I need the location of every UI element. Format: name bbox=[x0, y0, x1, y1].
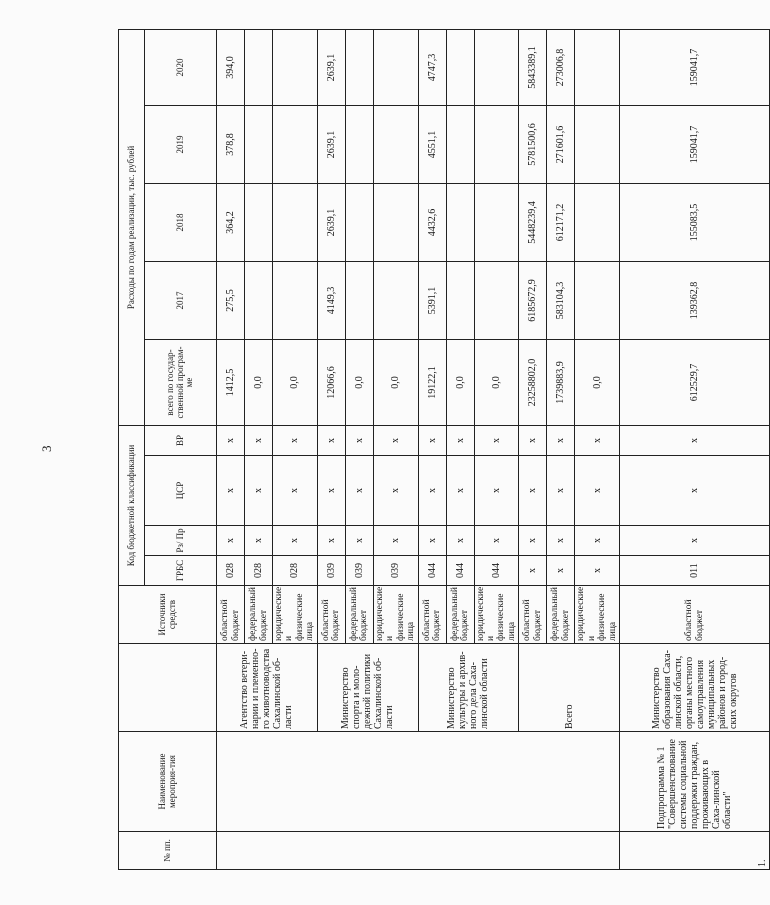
grbs-cell: 039 bbox=[345, 556, 373, 586]
header-expenses: Расходы по годам реализации, тыс. рублей bbox=[119, 29, 145, 425]
y2017-cell: 275,5 bbox=[217, 261, 245, 339]
csr-cell: х bbox=[245, 456, 273, 526]
source-cell: областной бюджет bbox=[317, 586, 345, 644]
y2017-cell bbox=[446, 261, 474, 339]
y2017-cell: 6185672,9 bbox=[519, 261, 547, 339]
vr-cell: х bbox=[418, 425, 446, 455]
grbs-cell: 044 bbox=[474, 556, 519, 586]
header-row-1 bbox=[119, 29, 145, 869]
y2017-cell bbox=[245, 261, 273, 339]
csr-cell: х bbox=[345, 456, 373, 526]
grbs-cell: х bbox=[547, 556, 575, 586]
total-cell: 0,0 bbox=[575, 339, 620, 425]
rzpr-cell: х bbox=[245, 526, 273, 556]
source-cell: юридические и физические лица bbox=[373, 586, 418, 644]
csr-cell: х bbox=[217, 456, 245, 526]
y2020-cell bbox=[575, 29, 620, 105]
y2019-cell: 2639,1 bbox=[317, 105, 345, 183]
table-row bbox=[217, 29, 245, 869]
csr-cell: х bbox=[446, 456, 474, 526]
rzpr-cell: х bbox=[418, 526, 446, 556]
csr-cell: х bbox=[519, 456, 547, 526]
header-num: № пп. bbox=[119, 832, 217, 870]
y2018-cell bbox=[575, 183, 620, 261]
total-cell: 19122,1 bbox=[418, 339, 446, 425]
y2019-cell: 5781500,6 bbox=[519, 105, 547, 183]
total-cell: 0,0 bbox=[345, 339, 373, 425]
csr-cell: х bbox=[575, 456, 620, 526]
total-cell: 0,0 bbox=[273, 339, 318, 425]
source-cell: областной бюджет bbox=[519, 586, 547, 644]
y2018-cell bbox=[373, 183, 418, 261]
source-cell: юридические и физические лица bbox=[474, 586, 519, 644]
y2019-cell: 378,8 bbox=[217, 105, 245, 183]
y2017-cell bbox=[273, 261, 318, 339]
header-budget-code: Код бюджетной классификации bbox=[119, 425, 145, 585]
executor-ministry-sport: Министерство спорта и моло-дежной политики Сахалинской об-ласти bbox=[317, 644, 418, 732]
y2017-cell: 583104,3 bbox=[547, 261, 575, 339]
vr-cell: х bbox=[474, 425, 519, 455]
grbs-cell: 044 bbox=[446, 556, 474, 586]
rzpr-cell: х bbox=[519, 526, 547, 556]
table-row bbox=[620, 29, 770, 869]
y2020-cell bbox=[474, 29, 519, 105]
csr-cell: х bbox=[317, 456, 345, 526]
rzpr-cell: х bbox=[620, 526, 770, 556]
y2019-cell: 159041,7 bbox=[620, 105, 770, 183]
y2018-cell: 4432,6 bbox=[418, 183, 446, 261]
vr-cell: х bbox=[446, 425, 474, 455]
y2017-cell: 139362,8 bbox=[620, 261, 770, 339]
header-2017: 2017 bbox=[145, 261, 217, 339]
y2019-cell bbox=[446, 105, 474, 183]
y2018-cell: 2639,1 bbox=[317, 183, 345, 261]
y2018-cell: 612171,2 bbox=[547, 183, 575, 261]
y2018-cell bbox=[245, 183, 273, 261]
vr-cell: х bbox=[519, 425, 547, 455]
page-number: 3 bbox=[39, 445, 54, 452]
y2020-cell: 273006,8 bbox=[547, 29, 575, 105]
y2020-cell bbox=[273, 29, 318, 105]
source-cell: областной бюджет bbox=[620, 586, 770, 644]
y2018-cell bbox=[474, 183, 519, 261]
rzpr-cell: х bbox=[217, 526, 245, 556]
y2018-cell bbox=[273, 183, 318, 261]
y2019-cell bbox=[245, 105, 273, 183]
header-total: всего по государ-ственной програм-ме bbox=[145, 339, 217, 425]
csr-cell: х bbox=[373, 456, 418, 526]
y2018-cell: 5448239,4 bbox=[519, 183, 547, 261]
rzpr-cell: х bbox=[547, 526, 575, 556]
num-cell-empty bbox=[217, 832, 620, 870]
rzpr-cell: х bbox=[446, 526, 474, 556]
source-cell: областной бюджет bbox=[418, 586, 446, 644]
total-cell: 23258802,0 bbox=[519, 339, 547, 425]
grbs-cell: 028 bbox=[273, 556, 318, 586]
y2020-cell bbox=[446, 29, 474, 105]
budget-table bbox=[118, 29, 770, 870]
csr-cell: х bbox=[547, 456, 575, 526]
y2019-cell: 4551,1 bbox=[418, 105, 446, 183]
y2020-cell bbox=[373, 29, 418, 105]
csr-cell: х bbox=[620, 456, 770, 526]
grbs-cell: 028 bbox=[217, 556, 245, 586]
total-cell: 0,0 bbox=[373, 339, 418, 425]
source-cell: федеральный бюджет bbox=[245, 586, 273, 644]
header-source: Источники средств bbox=[119, 586, 217, 644]
executor-ministry-culture: Министерство культуры и архив-ного дела Саха-линской области bbox=[418, 644, 519, 732]
rzpr-cell: х bbox=[575, 526, 620, 556]
grbs-cell: х bbox=[575, 556, 620, 586]
source-cell: федеральный бюджет bbox=[547, 586, 575, 644]
grbs-cell: 028 bbox=[245, 556, 273, 586]
source-cell: федеральный бюджет bbox=[345, 586, 373, 644]
total-cell: 0,0 bbox=[446, 339, 474, 425]
y2019-cell: 271601,6 bbox=[547, 105, 575, 183]
vr-cell: х bbox=[620, 425, 770, 455]
executor-ministry-edu: Министерство образования Саха-линской области, органы местного самоуправления муниципальных районов и город-ских округов bbox=[620, 644, 770, 732]
total-cell: 1739883,9 bbox=[547, 339, 575, 425]
grbs-cell: х bbox=[519, 556, 547, 586]
y2019-cell bbox=[575, 105, 620, 183]
rotated-page bbox=[118, 30, 768, 870]
vr-cell: х bbox=[245, 425, 273, 455]
y2017-cell bbox=[373, 261, 418, 339]
total-cell: 12066,6 bbox=[317, 339, 345, 425]
header-2018: 2018 bbox=[145, 183, 217, 261]
header-rzpr: Рз/ Пр bbox=[145, 526, 217, 556]
header-name: Наименование мероприя-тия bbox=[119, 732, 217, 832]
grbs-cell: 039 bbox=[317, 556, 345, 586]
header-grbs: ГРБС bbox=[145, 556, 217, 586]
source-cell: юридические и физические лица bbox=[575, 586, 620, 644]
csr-cell: х bbox=[418, 456, 446, 526]
header-2019: 2019 bbox=[145, 105, 217, 183]
rzpr-cell: х bbox=[373, 526, 418, 556]
subprogram-num: 1. bbox=[620, 832, 770, 870]
vr-cell: х bbox=[217, 425, 245, 455]
source-cell: федеральный бюджет bbox=[446, 586, 474, 644]
y2017-cell bbox=[575, 261, 620, 339]
header-vr: ВР bbox=[145, 425, 217, 455]
y2020-cell: 4747,3 bbox=[418, 29, 446, 105]
executor-total: Всего bbox=[519, 644, 620, 732]
name-cell-empty bbox=[217, 732, 620, 832]
rzpr-cell: х bbox=[273, 526, 318, 556]
vr-cell: х bbox=[575, 425, 620, 455]
y2017-cell bbox=[474, 261, 519, 339]
grbs-cell: 039 bbox=[373, 556, 418, 586]
y2018-cell bbox=[446, 183, 474, 261]
total-cell: 0,0 bbox=[245, 339, 273, 425]
vr-cell: х bbox=[547, 425, 575, 455]
vr-cell: х bbox=[273, 425, 318, 455]
header-csr: ЦСР bbox=[145, 456, 217, 526]
header-2020: 2020 bbox=[145, 29, 217, 105]
y2018-cell bbox=[345, 183, 373, 261]
grbs-cell: 044 bbox=[418, 556, 446, 586]
rzpr-cell: х bbox=[474, 526, 519, 556]
y2020-cell: 2639,1 bbox=[317, 29, 345, 105]
y2019-cell bbox=[373, 105, 418, 183]
y2017-cell: 5391,1 bbox=[418, 261, 446, 339]
y2019-cell bbox=[273, 105, 318, 183]
grbs-cell: 011 bbox=[620, 556, 770, 586]
vr-cell: х bbox=[345, 425, 373, 455]
y2017-cell: 4149,3 bbox=[317, 261, 345, 339]
y2018-cell: 155083,5 bbox=[620, 183, 770, 261]
y2019-cell bbox=[345, 105, 373, 183]
y2020-cell: 5843389,1 bbox=[519, 29, 547, 105]
y2020-cell bbox=[245, 29, 273, 105]
total-cell: 0,0 bbox=[474, 339, 519, 425]
total-cell: 1412,5 bbox=[217, 339, 245, 425]
rzpr-cell: х bbox=[345, 526, 373, 556]
y2020-cell bbox=[345, 29, 373, 105]
csr-cell: х bbox=[474, 456, 519, 526]
subprogram-name: Подпрограмма № 1 "Совершенствование системы социальной поддержки граждан, проживающих в Саха-линской области" bbox=[620, 732, 770, 832]
rzpr-cell: х bbox=[317, 526, 345, 556]
source-cell: юридические и физические лица bbox=[273, 586, 318, 644]
total-cell: 612529,7 bbox=[620, 339, 770, 425]
y2017-cell bbox=[345, 261, 373, 339]
y2020-cell: 159041,7 bbox=[620, 29, 770, 105]
vr-cell: х bbox=[317, 425, 345, 455]
vr-cell: х bbox=[373, 425, 418, 455]
header-executor bbox=[119, 644, 217, 732]
csr-cell: х bbox=[273, 456, 318, 526]
y2020-cell: 394,0 bbox=[217, 29, 245, 105]
source-cell: областной бюджет bbox=[217, 586, 245, 644]
y2018-cell: 364,2 bbox=[217, 183, 245, 261]
y2019-cell bbox=[474, 105, 519, 183]
executor-agency-vet: Агентство ветери-нарии и племенно-го животноводства Сахалинской об-ласти bbox=[217, 644, 318, 732]
